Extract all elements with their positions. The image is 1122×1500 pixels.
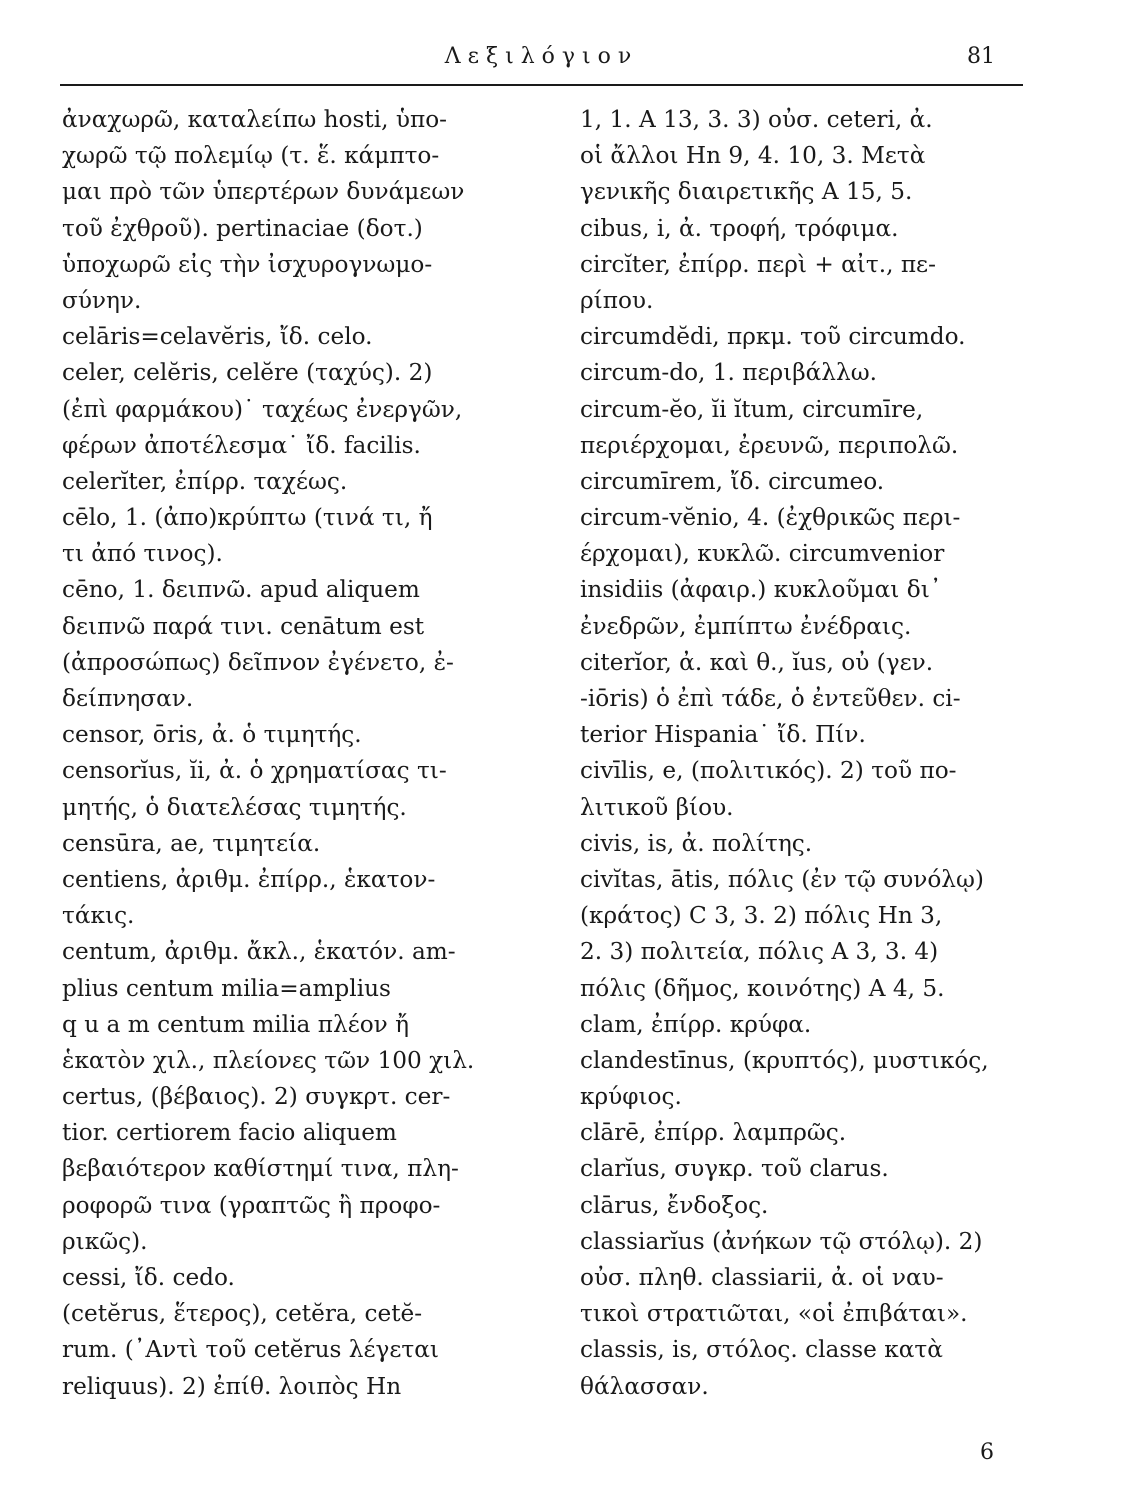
dictionary-line: clam, ἐπίρρ. κρύφα. [580,1010,812,1038]
dictionary-line: terior Hispania˙ ἴδ. Πίν. [580,721,866,749]
dictionary-line: citerĭor, ἀ. καὶ θ., ĭus, οὐ (γεν. [580,648,934,676]
dictionary-line: φέρων ἀποτέλεσμα˙ ἴδ. facilis. [62,431,421,459]
page-number: 81 [967,44,995,69]
dictionary-line: cēno, 1. δειπνῶ. apud aliquem [62,576,420,604]
page-header [60,44,1023,86]
dictionary-line: 2. 3) πολιτεία, πόλις A 3, 3. 4) [580,938,939,966]
dictionary-line: civīlis, e, (πολιτικός). 2) τοῦ πο- [580,757,957,785]
dictionary-line: μητής, ὁ διατελέσας τιμητής. [62,793,407,821]
dictionary-line: celāris=celavĕris, ἴδ. celo. [62,323,373,351]
dictionary-line: censor, ōris, ἀ. ὁ τιμητής. [62,721,362,749]
dictionary-line: reliquus). 2) ἐπίθ. λοιπὸς Hn [62,1372,402,1400]
dictionary-line: rum. (᾿Αντὶ τοῦ cetĕrus λέγεται [62,1336,439,1364]
dictionary-line: clarĭus, συγκρ. τοῦ clarus. [580,1155,889,1183]
dictionary-line: circĭter, ἐπίρρ. περὶ + αἰτ., πε- [580,250,936,278]
dictionary-line: censūra, ae, τιμητεία. [62,829,321,857]
dictionary-line: κρύφιος. [580,1083,682,1111]
dictionary-line: 1, 1. A 13, 3. 3) οὐσ. ceteri, ἀ. [580,106,933,133]
dictionary-line: circumīrem, ἴδ. circumeo. [580,467,885,495]
dictionary-line: έρχομαι), κυκλῶ. circumvenior [580,540,945,568]
dictionary-line: τοῦ ἐχθροῦ). pertinaciae (δοτ.) [62,214,423,242]
dictionary-line: cēlo, 1. (ἀπο)κρύπτω (τινά τι, ἤ [62,504,433,532]
dictionary-line: cibus, i, ἀ. τροφή, τρόφιμα. [580,214,899,242]
left-column [62,102,532,1405]
dictionary-line: ρικῶς). [62,1227,148,1255]
dictionary-line: δείπνησαν. [62,685,194,712]
dictionary-line: civĭtas, ātis, πόλις (ἐν τῷ συνόλῳ) [580,865,984,893]
dictionary-line: celerĭter, ἐπίρρ. ταχέως. [62,467,348,495]
dictionary-line: χωρῶ τῷ πολεμίῳ (τ. ἕ. κάμπτο- [62,142,440,170]
dictionary-line: certus, (βέβαιος). 2) συγκρτ. cer- [62,1083,451,1111]
signature-mark: 6 [980,1440,994,1465]
dictionary-line: insidiis (ἀφαιρ.) κυκλοῦμαι δι᾿ [580,576,942,604]
dictionary-line: τάκις. [62,902,135,930]
dictionary-line: circum-do, 1. περιβάλλω. [580,359,877,387]
dictionary-line: λιτικοῦ βίου. [580,793,734,821]
dictionary-line: -iōris) ὁ ἐπὶ τάδε, ὁ ἐντεῦθεν. ci- [580,685,961,712]
dictionary-line: (κράτος) C 3, 3. 2) πόλις Hn 3, [580,902,943,930]
dictionary-line: οἱ ἄλλοι Hn 9, 4. 10, 3. Μετὰ [580,142,926,170]
dictionary-line: clandestīnus, (κρυπτός), μυστικός, [580,1046,989,1074]
dictionary-line: βεβαιότερον καθίστημί τινα, πλη- [62,1155,459,1183]
dictionary-line: περιέρχομαι, ἐρευνῶ, περιπολῶ. [580,431,959,459]
right-column [580,102,1032,1405]
dictionary-line: ρίπου. [580,286,654,314]
dictionary-line: ροφορῶ τινα (γραπτῶς ἢ προφο- [62,1191,441,1219]
dictionary-line: circum-ĕo, ĭi ĭtum, circumīre, [580,395,924,423]
dictionary-line: centiens, ἀριθμ. ἐπίρρ., ἑκατον- [62,865,436,893]
dictionary-line: σύνην. [62,286,142,314]
dictionary-line: (ἐπὶ φαρμάκου)˙ ταχέως ἐνεργῶν, [62,395,463,423]
dictionary-line: centum, ἀριθμ. ἄκλ., ἑκατόν. am- [62,938,456,966]
running-title: Λεξιλόγιον [444,44,639,69]
dictionary-line: circumdĕdi, πρκμ. τοῦ circumdo. [580,323,966,351]
dictionary-line: clārus, ἔνδοξος. [580,1191,769,1219]
dictionary-line: (ἀπροσώπως) δεῖπνον ἐγένετο, ἐ- [62,648,454,676]
dictionary-line: tior. certiorem facio aliquem [62,1119,397,1147]
dictionary-line: classiarĭus (ἀνήκων τῷ στόλῳ). 2) [580,1227,983,1255]
dictionary-line: ἀναχωρῶ, καταλείπω hosti, ὑπο- [62,106,448,133]
dictionary-line: classis, is, στόλος. classe κατὰ [580,1336,943,1364]
dictionary-line: ὑποχωρῶ εἰς τὴν ἰσχυρογνωμο- [62,250,433,278]
dictionary-line: clārē, ἐπίρρ. λαμπρῶς. [580,1119,847,1147]
dictionary-line: celer, celĕris, celĕre (ταχύς). 2) [62,359,433,387]
dictionary-line: plius centum milia=amplius [62,974,391,1002]
dictionary-line: μαι πρὸ τῶν ὑπερτέρων δυνάμεων [62,178,465,206]
dictionary-line: δειπνῶ παρά τινι. cenātum est [62,612,425,640]
dictionary-line: ἐνεδρῶν, ἐμπίπτω ἐνέδραις. [580,612,912,640]
dictionary-line: censorĭus, ĭi, ἀ. ὁ χρηματίσας τι- [62,757,447,785]
dictionary-line: πόλις (δῆμος, κοινότης) A 4, 5. [580,974,945,1002]
dictionary-line: γενικῆς διαιρετικῆς A 15, 5. [580,178,913,206]
dictionary-line: q u a m centum milia πλέον ἤ [62,1010,410,1038]
dictionary-line: ἑκατὸν χιλ., πλείονες τῶν 100 χιλ. [62,1046,475,1074]
dictionary-line: οὐσ. πληθ. classiarii, ἀ. οἱ ναυ- [580,1264,944,1291]
dictionary-line: cessi, ἴδ. cedo. [62,1264,235,1291]
dictionary-line: civis, is, ἀ. πολίτης. [580,829,813,857]
dictionary-line: θάλασσαν. [580,1372,709,1400]
dictionary-line: (cetĕrus, ἕτερος), cetĕra, cetĕ- [62,1300,423,1328]
dictionary-line: τικοὶ στρατιῶται, «οἱ ἐπιβάται». [580,1300,968,1328]
dictionary-line: circum-vĕnio, 4. (ἐχθρικῶς περι- [580,504,961,532]
dictionary-line: τι ἀπό τινος). [62,540,223,568]
